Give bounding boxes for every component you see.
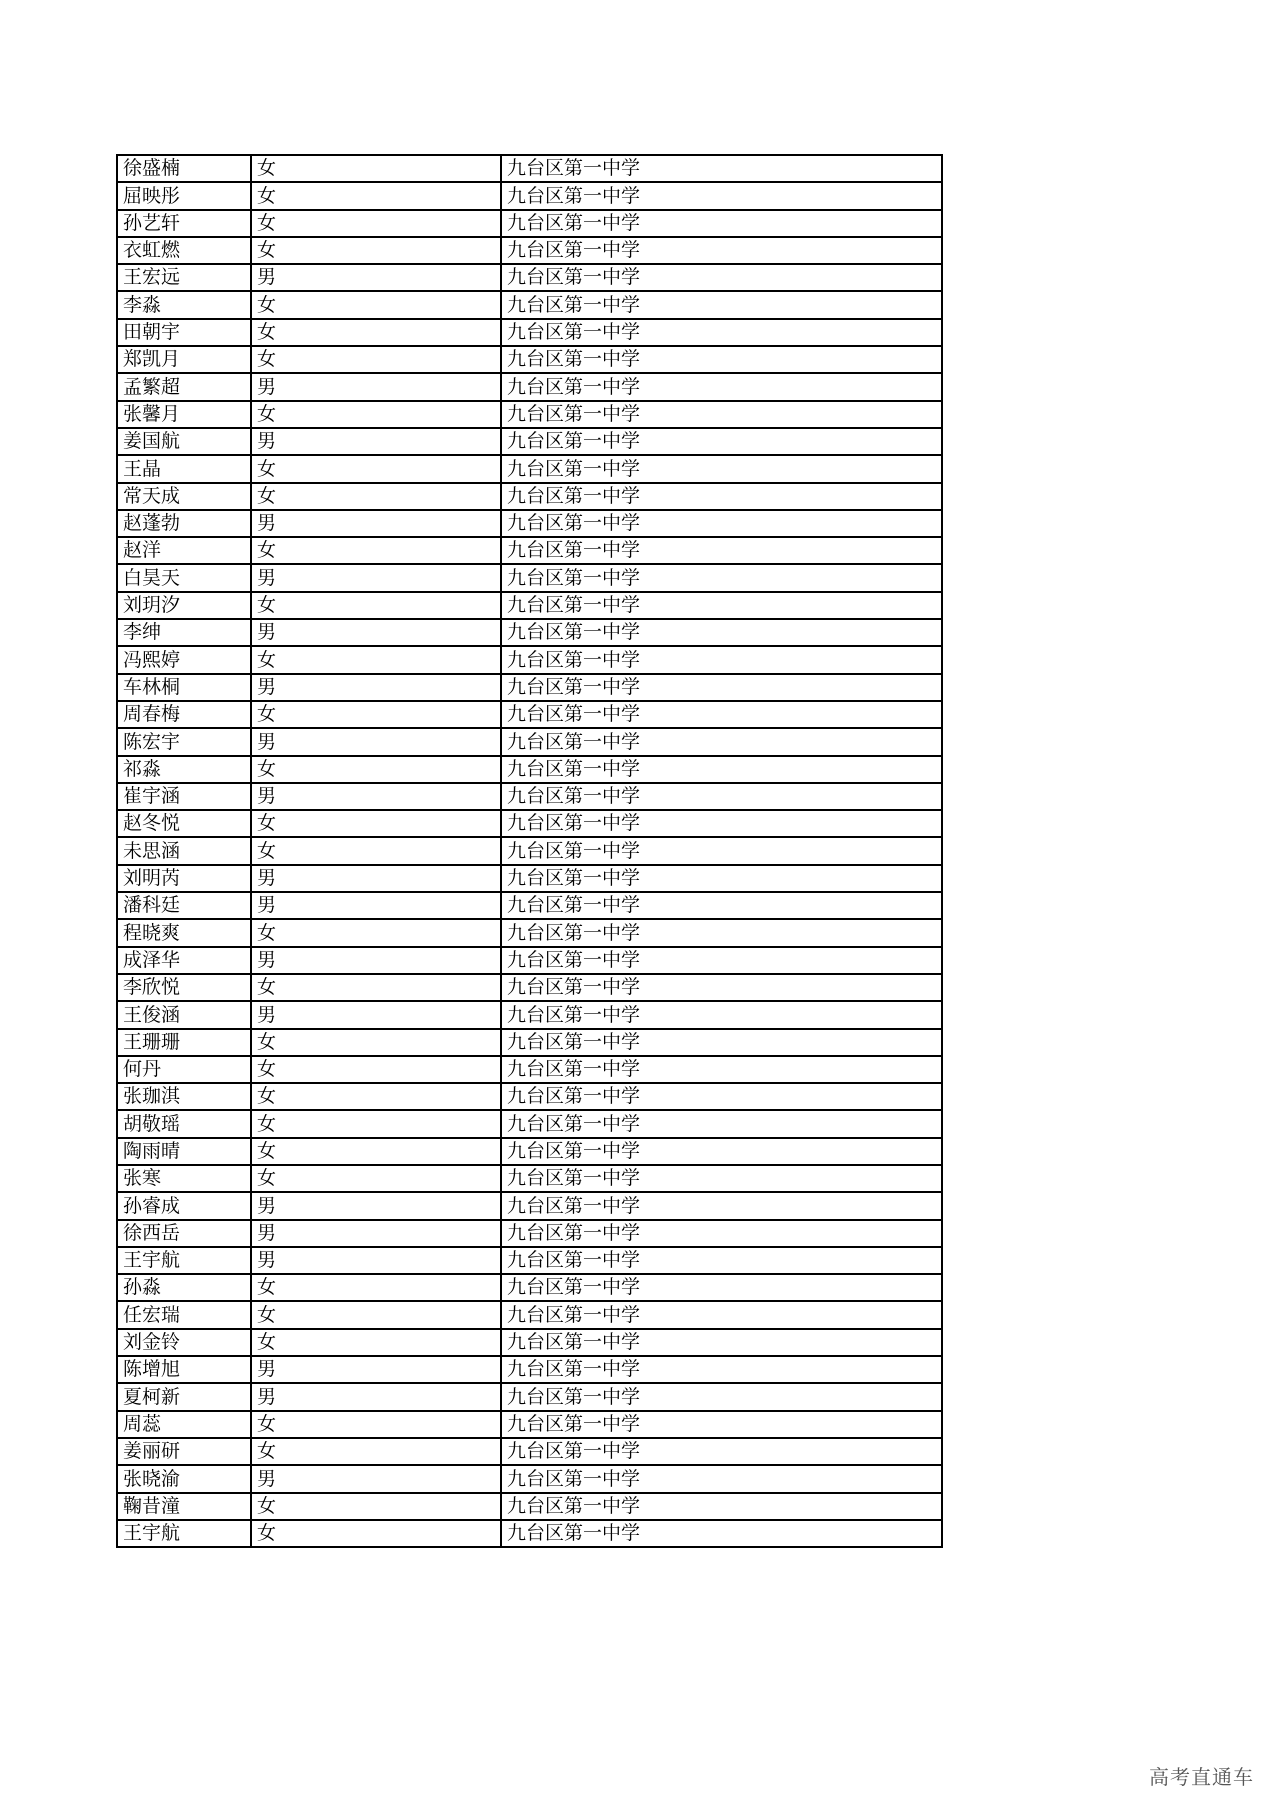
student-gender-cell: 男 xyxy=(251,783,501,810)
table-row xyxy=(117,974,942,1001)
student-gender-cell: 女 xyxy=(251,155,501,182)
table-row xyxy=(117,1138,942,1165)
table-row xyxy=(117,564,942,591)
student-name-cell: 张珈淇 xyxy=(117,1083,251,1110)
student-school-cell: 九台区第一中学 xyxy=(501,1165,942,1192)
table-row xyxy=(117,428,942,455)
student-school-cell: 九台区第一中学 xyxy=(501,1192,942,1219)
student-school-cell: 九台区第一中学 xyxy=(501,783,942,810)
student-school-cell: 九台区第一中学 xyxy=(501,1083,942,1110)
table-row xyxy=(117,1001,942,1028)
table-row xyxy=(117,1356,942,1383)
table-row xyxy=(117,728,942,755)
student-name-cell: 李绅 xyxy=(117,619,251,646)
student-name-cell: 王晶 xyxy=(117,455,251,482)
watermark-text: 高考直通车 xyxy=(1149,1765,1254,1789)
student-gender-cell: 男 xyxy=(251,1356,501,1383)
table-row xyxy=(117,756,942,783)
student-school-cell: 九台区第一中学 xyxy=(501,1001,942,1028)
student-school-cell: 九台区第一中学 xyxy=(501,919,942,946)
table-row xyxy=(117,1329,942,1356)
table-row xyxy=(117,1383,942,1410)
student-name-cell: 任宏瑞 xyxy=(117,1301,251,1328)
table-row xyxy=(117,1220,942,1247)
student-school-cell: 九台区第一中学 xyxy=(501,210,942,237)
student-school-cell: 九台区第一中学 xyxy=(501,810,942,837)
student-name-cell: 王宏远 xyxy=(117,264,251,291)
table-row xyxy=(117,865,942,892)
student-gender-cell: 男 xyxy=(251,1247,501,1274)
student-name-cell: 祁淼 xyxy=(117,756,251,783)
student-gender-cell: 女 xyxy=(251,483,501,510)
student-name-cell: 常天成 xyxy=(117,483,251,510)
student-name-cell: 何丹 xyxy=(117,1056,251,1083)
table-row xyxy=(117,1520,942,1547)
table-row xyxy=(117,892,942,919)
student-school-cell: 九台区第一中学 xyxy=(501,674,942,701)
student-name-cell: 郑凯月 xyxy=(117,346,251,373)
student-table-body xyxy=(117,155,942,1547)
table-row xyxy=(117,155,942,182)
student-school-cell: 九台区第一中学 xyxy=(501,1301,942,1328)
student-gender-cell: 女 xyxy=(251,974,501,1001)
student-name-cell: 程晓爽 xyxy=(117,919,251,946)
student-school-cell: 九台区第一中学 xyxy=(501,837,942,864)
student-gender-cell: 女 xyxy=(251,1083,501,1110)
student-gender-cell: 男 xyxy=(251,728,501,755)
table-row xyxy=(117,1493,942,1520)
student-gender-cell: 女 xyxy=(251,237,501,264)
student-school-cell: 九台区第一中学 xyxy=(501,1329,942,1356)
student-school-cell: 九台区第一中学 xyxy=(501,1056,942,1083)
student-school-cell: 九台区第一中学 xyxy=(501,537,942,564)
student-name-cell: 孙艺轩 xyxy=(117,210,251,237)
student-gender-cell: 男 xyxy=(251,564,501,591)
student-school-cell: 九台区第一中学 xyxy=(501,974,942,1001)
student-school-cell: 九台区第一中学 xyxy=(501,619,942,646)
student-name-cell: 鞠昔潼 xyxy=(117,1493,251,1520)
table-row xyxy=(117,237,942,264)
table-row xyxy=(117,291,942,318)
student-gender-cell: 女 xyxy=(251,701,501,728)
student-gender-cell: 女 xyxy=(251,1438,501,1465)
student-name-cell: 姜国航 xyxy=(117,428,251,455)
student-school-cell: 九台区第一中学 xyxy=(501,1274,942,1301)
table-row xyxy=(117,810,942,837)
student-name-cell: 刘金铃 xyxy=(117,1329,251,1356)
table-row xyxy=(117,701,942,728)
student-gender-cell: 女 xyxy=(251,592,501,619)
student-school-cell: 九台区第一中学 xyxy=(501,947,942,974)
student-name-cell: 未思涵 xyxy=(117,837,251,864)
student-school-cell: 九台区第一中学 xyxy=(501,455,942,482)
student-name-cell: 李欣悦 xyxy=(117,974,251,1001)
student-gender-cell: 女 xyxy=(251,1165,501,1192)
table-row xyxy=(117,947,942,974)
student-name-cell: 张馨月 xyxy=(117,401,251,428)
student-gender-cell: 女 xyxy=(251,182,501,209)
table-row xyxy=(117,483,942,510)
student-gender-cell: 女 xyxy=(251,291,501,318)
student-name-cell: 张晓渝 xyxy=(117,1465,251,1492)
student-name-cell: 赵蓬勃 xyxy=(117,510,251,537)
student-gender-cell: 男 xyxy=(251,947,501,974)
student-school-cell: 九台区第一中学 xyxy=(501,319,942,346)
student-gender-cell: 男 xyxy=(251,619,501,646)
student-name-cell: 李淼 xyxy=(117,291,251,318)
student-name-cell: 崔宇涵 xyxy=(117,783,251,810)
student-table xyxy=(116,154,943,1548)
student-name-cell: 衣虹燃 xyxy=(117,237,251,264)
student-school-cell: 九台区第一中学 xyxy=(501,182,942,209)
student-gender-cell: 女 xyxy=(251,210,501,237)
student-school-cell: 九台区第一中学 xyxy=(501,1138,942,1165)
table-row xyxy=(117,401,942,428)
student-name-cell: 陈宏宇 xyxy=(117,728,251,755)
table-row xyxy=(117,346,942,373)
student-gender-cell: 女 xyxy=(251,1138,501,1165)
table-row xyxy=(117,592,942,619)
table-row xyxy=(117,1165,942,1192)
student-gender-cell: 女 xyxy=(251,646,501,673)
student-school-cell: 九台区第一中学 xyxy=(501,1356,942,1383)
student-school-cell: 九台区第一中学 xyxy=(501,1029,942,1056)
student-school-cell: 九台区第一中学 xyxy=(501,264,942,291)
table-row xyxy=(117,1274,942,1301)
table-row xyxy=(117,537,942,564)
student-gender-cell: 女 xyxy=(251,319,501,346)
student-school-cell: 九台区第一中学 xyxy=(501,1247,942,1274)
student-school-cell: 九台区第一中学 xyxy=(501,510,942,537)
table-row xyxy=(117,264,942,291)
student-school-cell: 九台区第一中学 xyxy=(501,1438,942,1465)
student-gender-cell: 女 xyxy=(251,756,501,783)
student-school-cell: 九台区第一中学 xyxy=(501,237,942,264)
table-row xyxy=(117,837,942,864)
student-gender-cell: 女 xyxy=(251,455,501,482)
student-school-cell: 九台区第一中学 xyxy=(501,155,942,182)
student-school-cell: 九台区第一中学 xyxy=(501,483,942,510)
student-name-cell: 孙淼 xyxy=(117,1274,251,1301)
student-school-cell: 九台区第一中学 xyxy=(501,1411,942,1438)
student-school-cell: 九台区第一中学 xyxy=(501,1110,942,1137)
table-row xyxy=(117,1110,942,1137)
student-gender-cell: 女 xyxy=(251,1274,501,1301)
student-school-cell: 九台区第一中学 xyxy=(501,756,942,783)
student-name-cell: 田朝宇 xyxy=(117,319,251,346)
student-name-cell: 张寒 xyxy=(117,1165,251,1192)
student-name-cell: 徐盛楠 xyxy=(117,155,251,182)
table-row xyxy=(117,619,942,646)
student-gender-cell: 女 xyxy=(251,1411,501,1438)
student-gender-cell: 男 xyxy=(251,264,501,291)
student-name-cell: 孙睿成 xyxy=(117,1192,251,1219)
student-school-cell: 九台区第一中学 xyxy=(501,401,942,428)
student-school-cell: 九台区第一中学 xyxy=(501,564,942,591)
table-row xyxy=(117,1247,942,1274)
student-name-cell: 王珊珊 xyxy=(117,1029,251,1056)
student-name-cell: 徐西岳 xyxy=(117,1220,251,1247)
student-gender-cell: 男 xyxy=(251,1383,501,1410)
student-school-cell: 九台区第一中学 xyxy=(501,1520,942,1547)
student-name-cell: 赵洋 xyxy=(117,537,251,564)
student-gender-cell: 男 xyxy=(251,1192,501,1219)
student-name-cell: 刘玥汐 xyxy=(117,592,251,619)
student-name-cell: 潘科廷 xyxy=(117,892,251,919)
table-row xyxy=(117,510,942,537)
student-name-cell: 姜丽研 xyxy=(117,1438,251,1465)
student-name-cell: 王宇航 xyxy=(117,1247,251,1274)
student-gender-cell: 男 xyxy=(251,674,501,701)
table-row xyxy=(117,646,942,673)
student-gender-cell: 女 xyxy=(251,1301,501,1328)
student-name-cell: 孟繁超 xyxy=(117,373,251,400)
student-name-cell: 屈映彤 xyxy=(117,182,251,209)
student-name-cell: 陶雨晴 xyxy=(117,1138,251,1165)
student-school-cell: 九台区第一中学 xyxy=(501,728,942,755)
student-gender-cell: 女 xyxy=(251,1520,501,1547)
student-gender-cell: 女 xyxy=(251,837,501,864)
student-name-cell: 赵冬悦 xyxy=(117,810,251,837)
student-name-cell: 夏柯新 xyxy=(117,1383,251,1410)
student-name-cell: 周蕊 xyxy=(117,1411,251,1438)
student-gender-cell: 女 xyxy=(251,1110,501,1137)
table-row xyxy=(117,182,942,209)
student-school-cell: 九台区第一中学 xyxy=(501,592,942,619)
student-school-cell: 九台区第一中学 xyxy=(501,1383,942,1410)
student-gender-cell: 女 xyxy=(251,537,501,564)
student-gender-cell: 女 xyxy=(251,1329,501,1356)
student-name-cell: 陈增旭 xyxy=(117,1356,251,1383)
table-row xyxy=(117,373,942,400)
student-school-cell: 九台区第一中学 xyxy=(501,428,942,455)
student-school-cell: 九台区第一中学 xyxy=(501,346,942,373)
student-name-cell: 胡敬瑶 xyxy=(117,1110,251,1137)
table-row xyxy=(117,1438,942,1465)
student-school-cell: 九台区第一中学 xyxy=(501,1220,942,1247)
student-school-cell: 九台区第一中学 xyxy=(501,1465,942,1492)
student-name-cell: 王宇航 xyxy=(117,1520,251,1547)
student-gender-cell: 女 xyxy=(251,810,501,837)
student-name-cell: 成泽华 xyxy=(117,947,251,974)
table-row xyxy=(117,783,942,810)
student-gender-cell: 女 xyxy=(251,1056,501,1083)
student-gender-cell: 男 xyxy=(251,428,501,455)
student-school-cell: 九台区第一中学 xyxy=(501,373,942,400)
table-row xyxy=(117,210,942,237)
student-school-cell: 九台区第一中学 xyxy=(501,892,942,919)
table-row xyxy=(117,1301,942,1328)
table-row xyxy=(117,455,942,482)
student-gender-cell: 男 xyxy=(251,865,501,892)
student-name-cell: 冯熙婷 xyxy=(117,646,251,673)
table-row xyxy=(117,1056,942,1083)
student-name-cell: 周春梅 xyxy=(117,701,251,728)
table-row xyxy=(117,1411,942,1438)
student-gender-cell: 女 xyxy=(251,919,501,946)
student-school-cell: 九台区第一中学 xyxy=(501,701,942,728)
student-name-cell: 刘明芮 xyxy=(117,865,251,892)
student-school-cell: 九台区第一中学 xyxy=(501,646,942,673)
table-row xyxy=(117,1029,942,1056)
student-name-cell: 车林桐 xyxy=(117,674,251,701)
student-gender-cell: 女 xyxy=(251,401,501,428)
student-name-cell: 白昊天 xyxy=(117,564,251,591)
student-school-cell: 九台区第一中学 xyxy=(501,291,942,318)
student-school-cell: 九台区第一中学 xyxy=(501,1493,942,1520)
student-gender-cell: 男 xyxy=(251,373,501,400)
student-gender-cell: 男 xyxy=(251,1220,501,1247)
student-gender-cell: 男 xyxy=(251,1465,501,1492)
table-row xyxy=(117,1465,942,1492)
student-gender-cell: 女 xyxy=(251,346,501,373)
student-gender-cell: 女 xyxy=(251,1029,501,1056)
student-school-cell: 九台区第一中学 xyxy=(501,865,942,892)
student-gender-cell: 女 xyxy=(251,1493,501,1520)
table-row xyxy=(117,919,942,946)
table-row xyxy=(117,674,942,701)
student-gender-cell: 男 xyxy=(251,1001,501,1028)
student-gender-cell: 男 xyxy=(251,510,501,537)
table-row xyxy=(117,319,942,346)
student-name-cell: 王俊涵 xyxy=(117,1001,251,1028)
student-gender-cell: 男 xyxy=(251,892,501,919)
table-row xyxy=(117,1192,942,1219)
table-row xyxy=(117,1083,942,1110)
